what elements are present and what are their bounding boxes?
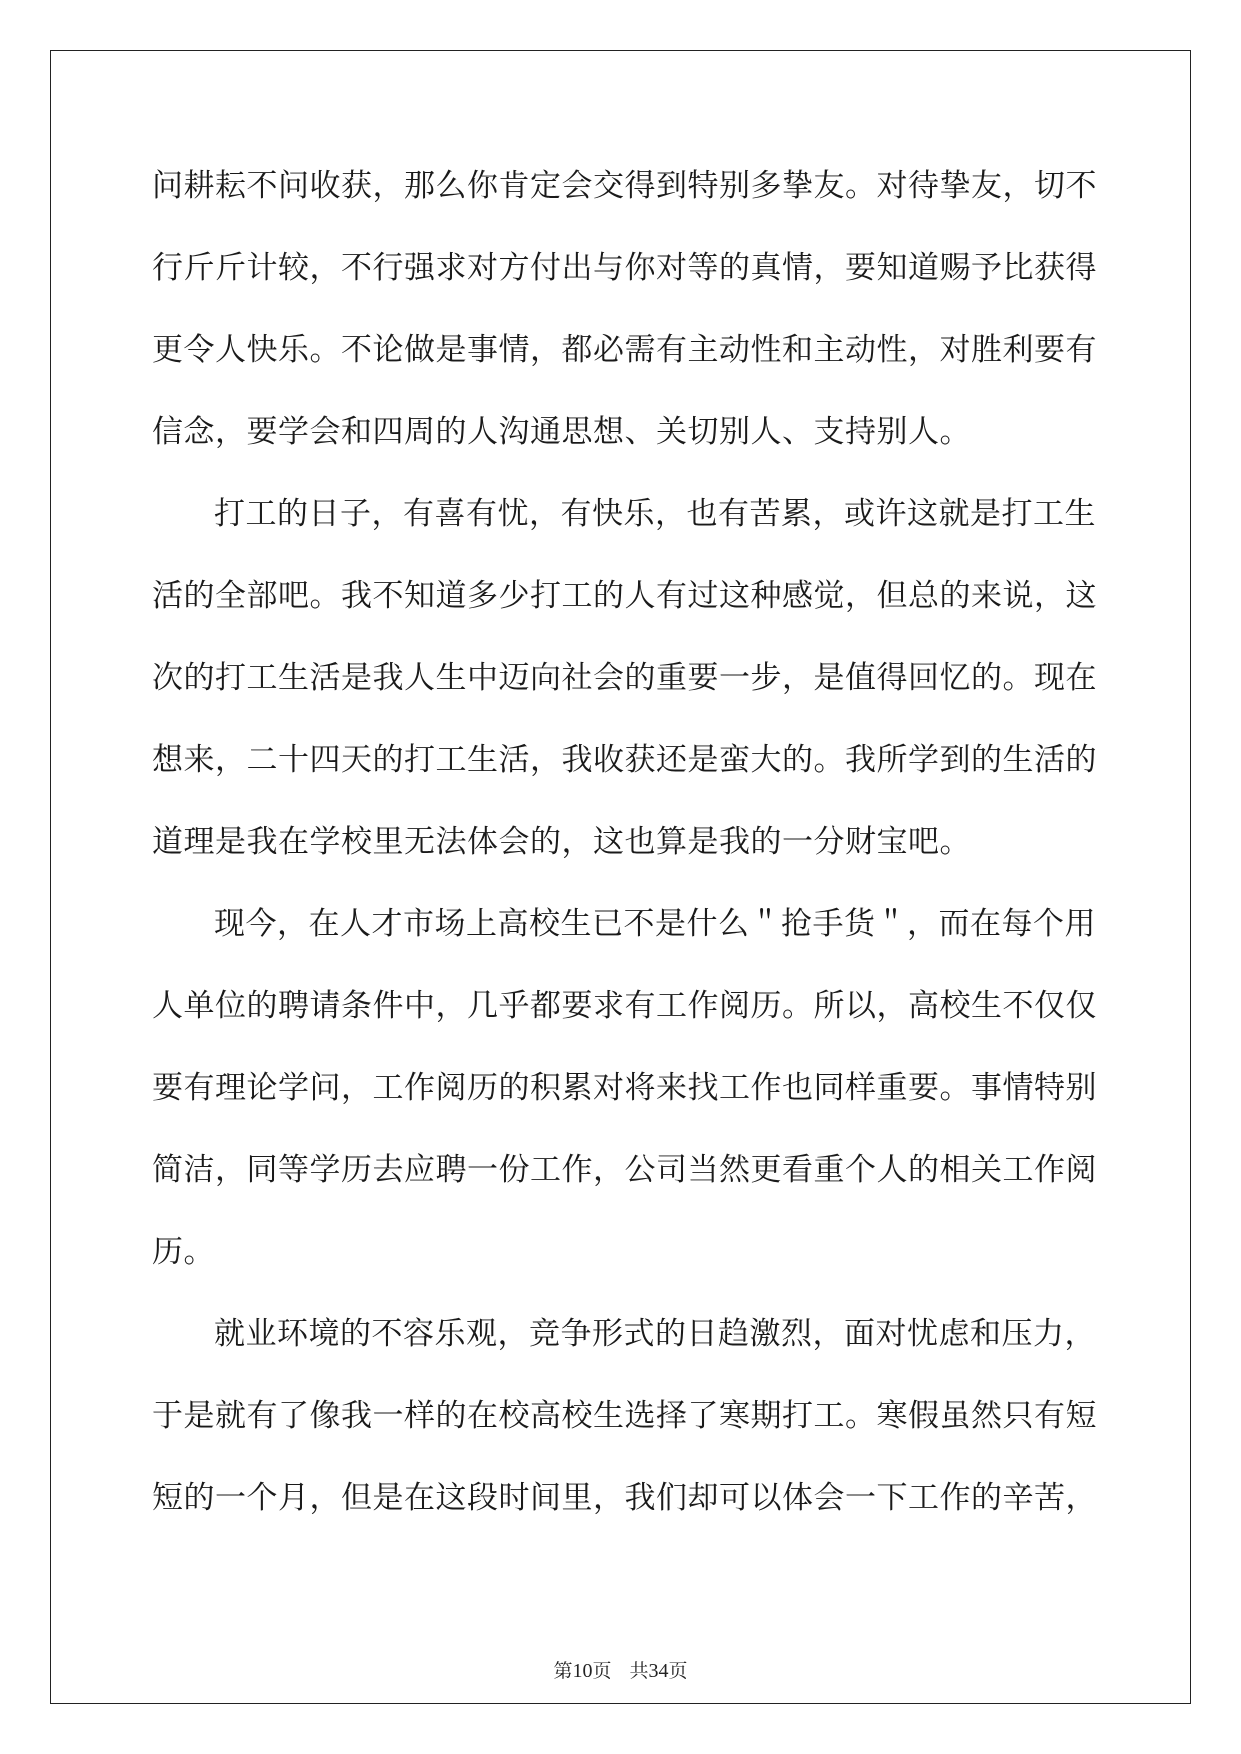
text-line: 想来，二十四天的打工生活，我收获还是蛮大的。我所学到的生活的 bbox=[152, 742, 1097, 778]
text-line: 打工的日子，有喜有忧，有快乐，也有苦累，或许这就是打工生 bbox=[214, 496, 1096, 532]
text-line: 要有理论学问，工作阅历的积累对将来找工作也同样重要。事情特别 bbox=[152, 1070, 1097, 1106]
current-page-number: 10 bbox=[572, 1660, 593, 1682]
text-line: 于是就有了像我一样的在校高校生选择了寒期打工。寒假虽然只有短 bbox=[152, 1398, 1097, 1434]
text-line: 就业环境的不容乐观，竞争形式的日趋激烈，面对忧虑和压力， bbox=[214, 1316, 1096, 1352]
document-body bbox=[152, 160, 1097, 1554]
text-line: 人单位的聘请条件中，几乎都要求有工作阅历。所以，高校生不仅仅 bbox=[152, 988, 1097, 1024]
page-footer bbox=[0, 1656, 1241, 1683]
text-line: 简洁，同等学历去应聘一份工作，公司当然更看重个人的相关工作阅 bbox=[152, 1152, 1097, 1188]
text-line: 信念，要学会和四周的人沟通思想、关切别人、支持别人。 bbox=[152, 414, 971, 450]
total-page-count: 34 bbox=[648, 1660, 669, 1682]
text-line: 历。 bbox=[152, 1234, 215, 1270]
footer-page-suffix: 页 bbox=[592, 1660, 612, 1682]
text-line: 短的一个月，但是在这段时间里，我们却可以体会一下工作的辛苦， bbox=[152, 1480, 1097, 1516]
footer-total-prefix: 共 bbox=[629, 1660, 649, 1682]
text-line: 现今，在人才市场上高校生已不是什么＂抢手货＂，而在每个用 bbox=[214, 906, 1096, 942]
footer-total-suffix: 页 bbox=[668, 1660, 688, 1682]
text-line: 道理是我在学校里无法体会的，这也算是我的一分财宝吧。 bbox=[152, 824, 971, 860]
text-line: 更令人快乐。不论做是事情，都必需有主动性和主动性，对胜利要有 bbox=[152, 332, 1097, 368]
text-line: 问耕耘不问收获，那么你肯定会交得到特别多挚友。对待挚友，切不 bbox=[152, 168, 1097, 204]
text-line: 行斤斤计较，不行强求对方付出与你对等的真情，要知道赐予比获得 bbox=[152, 250, 1097, 286]
text-line: 次的打工生活是我人生中迈向社会的重要一步，是值得回忆的。现在 bbox=[152, 660, 1097, 696]
footer-prefix: 第 bbox=[553, 1660, 573, 1682]
text-line: 活的全部吧。我不知道多少打工的人有过这种感觉，但总的来说，这 bbox=[152, 578, 1097, 614]
